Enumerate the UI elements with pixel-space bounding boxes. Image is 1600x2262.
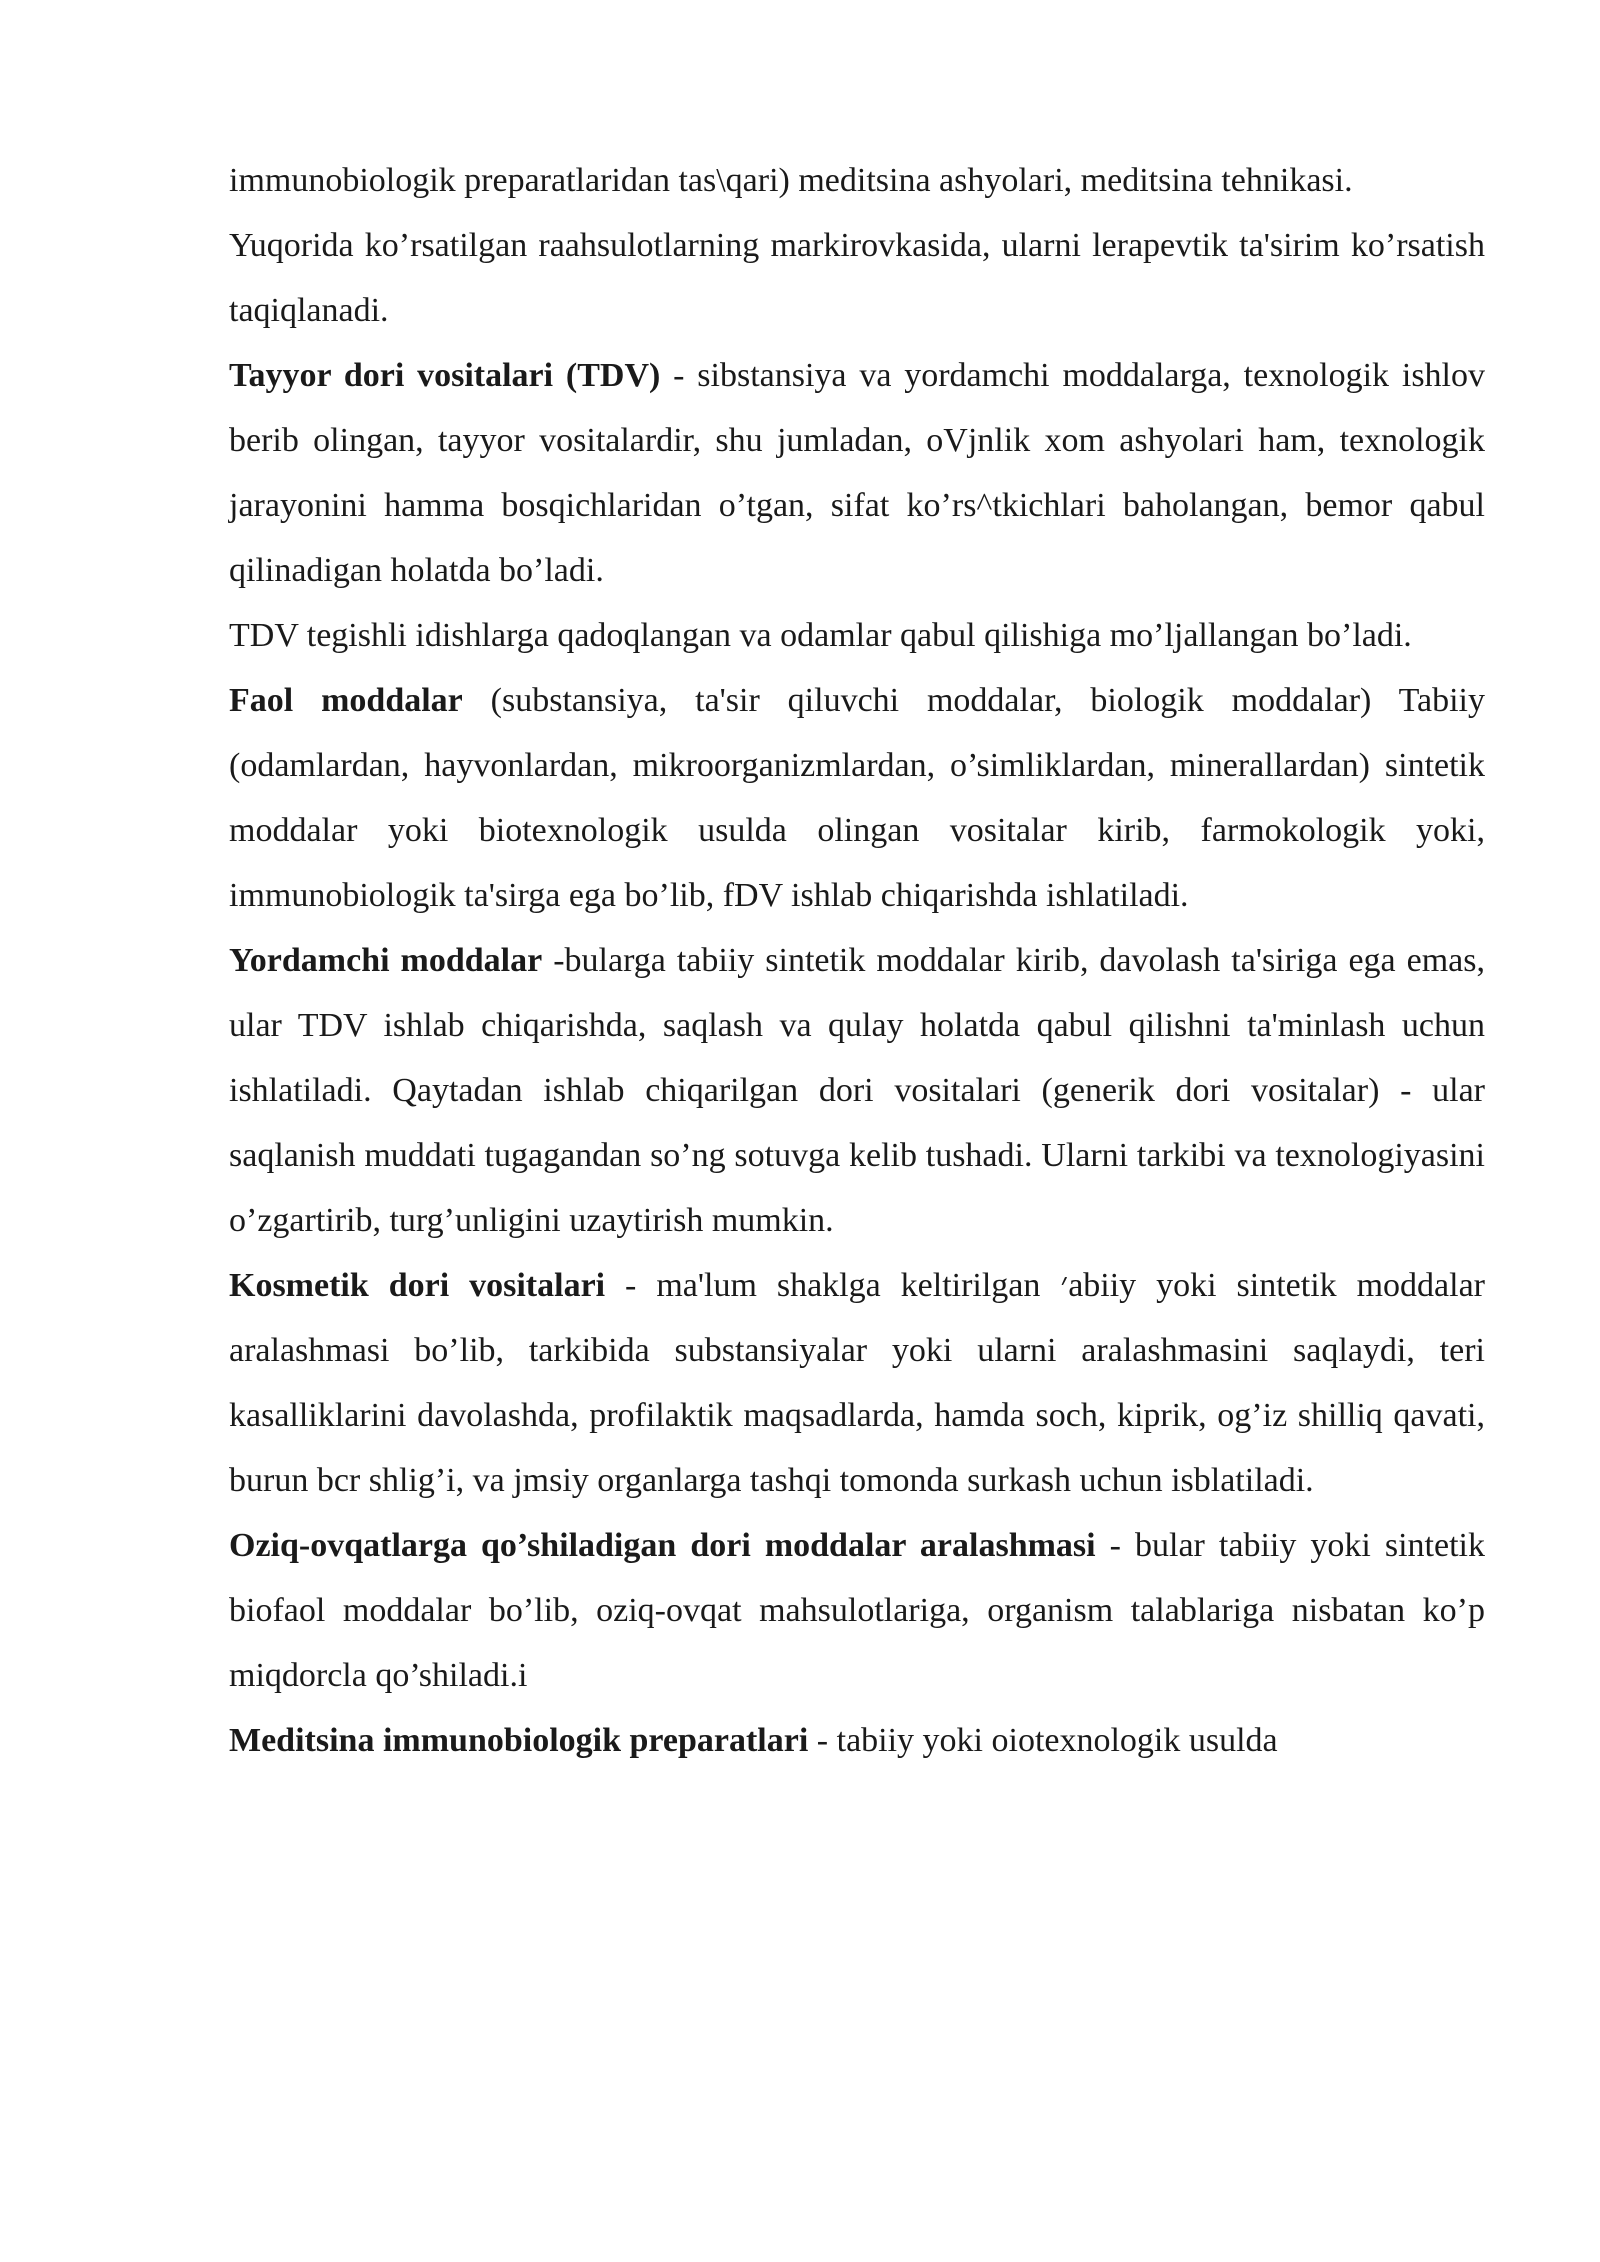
paragraph-5 bbox=[229, 668, 1485, 928]
term-heading: Tayyor dori vositalari (TDV) bbox=[229, 357, 661, 394]
paragraph-3 bbox=[229, 343, 1485, 603]
paragraph-9 bbox=[229, 1708, 1485, 1773]
paragraph-1 bbox=[229, 148, 1485, 213]
term-heading: Oziq-ovqatlarga qo’shiladigan dori moddalar aralashmasi bbox=[229, 1527, 1096, 1564]
paragraph-text: immunobiologik preparatlaridan tas\qari) meditsina ashyolari, meditsina tehnikasi. bbox=[229, 162, 1353, 199]
paragraph-text: TDV tegishli idishlarga qadoqlangan va odamlar qabul qilishiga mo’ljallangan bo’ladi. bbox=[229, 617, 1412, 654]
paragraph-6 bbox=[229, 928, 1485, 1253]
paragraph-8 bbox=[229, 1513, 1485, 1708]
paragraph-text: Yuqorida ko’rsatilgan raahsulotlarning markirovkasida, ularni lerapevtik ta'sirim ko’rsatish taqiqlanadi. bbox=[229, 227, 1485, 329]
document-page bbox=[229, 148, 1485, 1773]
paragraph-2 bbox=[229, 213, 1485, 343]
paragraph-7 bbox=[229, 1253, 1485, 1513]
paragraph-text: - sibstansiya va yordamchi moddalarga, texnologik ishlov berib olingan, tayyor vositalardir, shu jumladan, oVjnlik xom ashyolari ham, texnologik jarayonini hamma bosqichlaridan o’tgan, sifat ko’rs^tkichlari baholangan, bemor qabul qilinadigan holatda bo’ladi. bbox=[229, 357, 1485, 589]
term-heading: Faol moddalar bbox=[229, 682, 463, 719]
term-heading: Kosmetik dori vositalari bbox=[229, 1267, 606, 1304]
paragraph-text: -bularga tabiiy sintetik moddalar kirib, davolash ta'siriga ega emas, ular TDV ishlab chiqarishda, saqlash va qulay holatda qabul qilishni ta'minlash uchun ishlatiladi. Qaytadan ishlab chiqarilgan dori vositalari (generik dori vositalar) - ular saqlanish muddati tugagandan so’ng sotuvga kelib tushadi. Ularni tarkibi va texnologiyasini o’zgartirib, turg’unligini uzaytirish mumkin. bbox=[229, 942, 1485, 1239]
term-heading: Meditsina immunobiologik preparatlari bbox=[229, 1722, 809, 1759]
paragraph-text: - ma'lum shaklga keltirilgan ׳abiiy yoki sintetik moddalar aralashmasi bo’lib, tarkibida substansiyalar yoki ularni aralashmasini saqlaydi, teri kasalliklarini davolashda, profilaktik maqsadlarda, hamda soch, kiprik, og’iz shilliq qavati, burun bcr shlig’i, va jmsiy organlarga tashqi tomonda surkash uchun isblatiladi. bbox=[229, 1267, 1485, 1499]
term-heading: Yordamchi moddalar bbox=[229, 942, 543, 979]
paragraph-text: - tabiiy yoki oiotexnologik usulda bbox=[808, 1722, 1278, 1759]
paragraph-text: (substansiya, ta'sir qiluvchi moddalar, biologik moddalar) Tabiiy (odamlardan, hayvonlardan, mikroorganizmlardan, o’simliklardan, minerallardan) sintetik moddalar yoki biotexnologik usulda olingan vositalar kirib, farmokologik yoki, immunobiologik ta'sirga ega bo’lib, fDV ishlab chiqarishda ishlatiladi. bbox=[229, 682, 1485, 914]
paragraph-4 bbox=[229, 603, 1485, 668]
paragraph-text: - bular tabiiy yoki sintetik biofaol moddalar bo’lib, oziq-ovqat mahsulotlariga, organism talablariga nisbatan ko’p miqdorcla qo’shiladi.i bbox=[229, 1527, 1485, 1694]
